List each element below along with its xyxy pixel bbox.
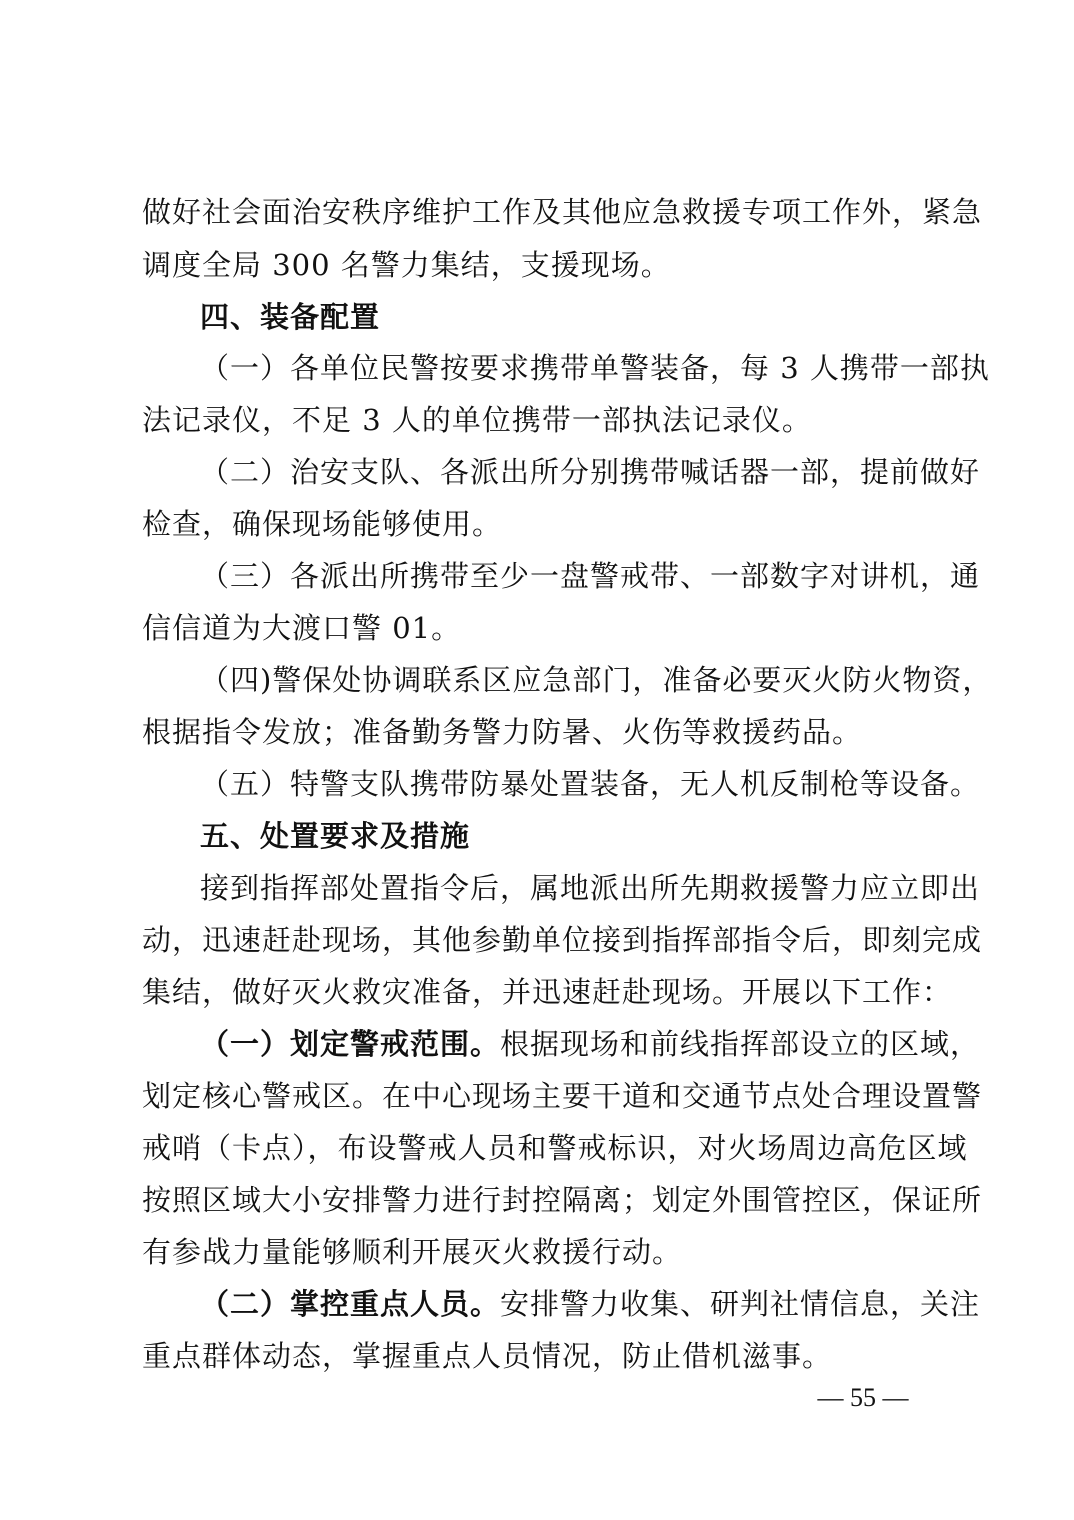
section-heading-equipment: 四、装备配置 bbox=[200, 300, 381, 334]
paragraph-line: 按照区域大小安排警力进行封控隔离；划定外围管控区，保证所 bbox=[142, 1183, 983, 1217]
paragraph-text: 根据现场和前线指挥部设立的区域， bbox=[500, 1027, 981, 1061]
page-number: — 55 — bbox=[817, 1383, 909, 1412]
paragraph-line: （三）各派出所携带至少一盘警戒带、一部数字对讲机，通 bbox=[200, 559, 981, 593]
subheading-key-persons: （二）掌控重点人员。 bbox=[200, 1287, 501, 1321]
paragraph-line: 戒哨（卡点），布设警戒人员和警戒标识，对火场周边高危区域 bbox=[142, 1131, 968, 1165]
paragraph-line: 根据指令发放；准备勤务警力防暑、火伤等救援药品。 bbox=[142, 715, 863, 749]
paragraph-line: 调度全局 300 名警力集结，支援现场。 bbox=[142, 248, 671, 282]
paragraph-line: （一）各单位民警按要求携带单警装备，每 3 人携带一部执 bbox=[200, 351, 990, 385]
paragraph-line bbox=[142, 1019, 981, 1069]
paragraph-text: 安排警力收集、研判社情信息，关注 bbox=[500, 1287, 981, 1321]
paragraph-line: 接到指挥部处置指令后，属地派出所先期救援警力应立即出 bbox=[200, 871, 981, 905]
subheading-cordon: （一）划定警戒范围。 bbox=[200, 1027, 501, 1061]
paragraph-line: 划定核心警戒区。在中心现场主要干道和交通节点处合理设置警 bbox=[142, 1079, 983, 1113]
paragraph-line: （五）特警支队携带防暴处置装备，无人机反制枪等设备。 bbox=[200, 767, 981, 801]
paragraph-line: 检查，确保现场能够使用。 bbox=[142, 507, 503, 541]
paragraph-line: 有参战力量能够顺利开展灭火救援行动。 bbox=[142, 1235, 683, 1269]
paragraph-line: 动，迅速赶赴现场，其他参勤单位接到指挥部指令后，即刻完成 bbox=[142, 923, 983, 957]
paragraph-line: 做好社会面治安秩序维护工作及其他应急救援专项工作外，紧急 bbox=[142, 195, 983, 229]
paragraph-line: 重点群体动态，掌握重点人员情况，防止借机滋事。 bbox=[142, 1339, 833, 1373]
paragraph-line: 信信道为大渡口警 01。 bbox=[142, 611, 462, 645]
section-heading-measures: 五、处置要求及措施 bbox=[200, 819, 471, 853]
paragraph-line: （二）治安支队、各派出所分别携带喊话器一部，提前做好 bbox=[200, 455, 981, 489]
paragraph-line: 集结，做好灭火救灾准备，并迅速赶赴现场。开展以下工作： bbox=[142, 975, 953, 1009]
paragraph-line bbox=[142, 1279, 981, 1329]
paragraph-line: 法记录仪，不足 3 人的单位携带一部执法记录仪。 bbox=[142, 403, 812, 437]
paragraph-line: （四)警保处协调联系区应急部门，准备必要灭火防火物资， bbox=[200, 663, 993, 697]
